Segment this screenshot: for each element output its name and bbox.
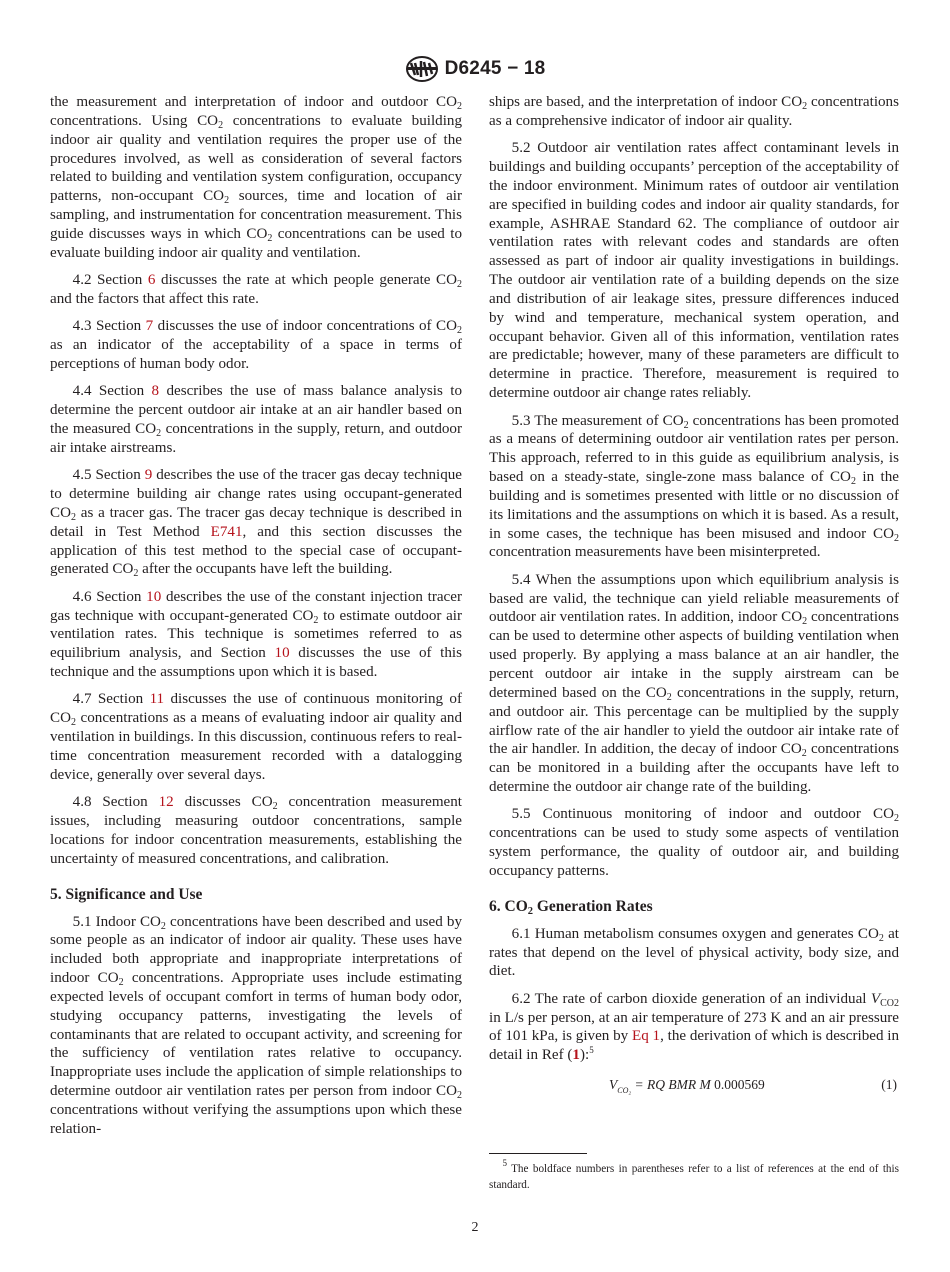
paragraph-5-1: 5.1 Indoor $CO_2$ concentrations have been described and used by some people as an indicator of indoor air quality. These uses have included both appropriate and inappropriate interpretations of indoor $CO_2$ concentrations. Appropriate uses include estimating expected levels of occupant comfort in terms of human body odor, studying occupancy patterns, investigating the levels of contaminants that are related to occupant activity, and screening for the sufficiency of ventilation rates relative to occupancy. Inappropriate uses include the application of simple relationships to determine outdoor air ventilation rates per person from indoor $CO_2$ concentrations without verifying the assumptions upon which these relation- [50, 913, 462, 1137]
eq-1-link[interactable]: Eq 1 [631, 1028, 661, 1045]
document-id: D6245 − 18 [444, 58, 546, 79]
paragraph-4-1-continued: the measurement and interpretation of indoor and outdoor $CO_2$ concentrations. Using $CO_2$ concentrations to evaluate building indoor air quality and ventilation requires the proper use of the procedures involved, as well as consideration of several factors related to building and ventilation system configuration, occupancy patterns, non-occupant $CO_2$ sources, time and location of air sampling, and instrumentation for concentration measurement. This guide discusses ways in which $CO_2$ concentrations can be used to evaluate building indoor air quality and ventilation. [50, 94, 463, 261]
section-12-link[interactable]: 12 [158, 794, 174, 811]
section-7-link[interactable]: 7 [145, 318, 154, 335]
paragraph-5-5: 5.5 Continuous monitoring of indoor and outdoor $CO_2$ concentrations can be used to study some aspects of ventilation system performance, the quality of outdoor air, and building occupancy patterns. [489, 806, 899, 879]
paragraph-5-4: 5.4 When the assumptions upon which equilibrium analysis is based are valid, the technique can yield reliable measurements of outdoor air ventilation rates. In addition, indoor $CO_2$ concentrations can be used to determine other aspects of building ventilation when used properly. By applying a mass balance at an air handler, the percent outdoor air intake in the supply airstream can be determined based on the $CO_2$ concentrations in the supply, return, and outdoor air. This percentage can be multiplied by the supply airflow rate of the air handler to yield the outdoor air intake rate of the air handler. In addition, the decay of indoor $CO_2$ concentrations can be monitored in a building after the occupants have left to determine the outdoor air change rate of the building. [489, 571, 899, 796]
page-header [0, 55, 950, 85]
paragraph-4-8: 4.8 Section 12 discusses $CO_2$ concentration measurement issues, including measuring outdoor concentrations, sample locations for indoor concentration measurements, establishing the uncertainty of measured concentrations, and calibration. [50, 794, 462, 867]
footnote-5: $^5$ The boldface numbers in parentheses refer to a list of references at the end of this standard. [489, 1158, 899, 1191]
left-column [50, 93, 462, 1147]
e741-link[interactable]: E741 [210, 523, 243, 540]
footnote-divider [489, 1153, 587, 1154]
paragraph-4-3: 4.3 Section 7 discusses the use of indoor concentrations of $CO_2$ as an indicator of the acceptability of a space in terms of perceptions of human body odor. [50, 318, 462, 372]
paragraph-5-3: 5.3 The measurement of $CO_2$ concentrations has been promoted as a means of determining outdoor air ventilation rates per person. This approach, referred to in this guide as equilibrium analysis, is based on a steady-state, single-zone mass balance of $CO_2$ in the building and is sometimes presented with little or no discussion of its limitations and the assumptions on which it is based. As a result, in some cases, the technique has been misused and indoor $CO_2$ concentration measurements have been misinterpreted. [489, 412, 899, 561]
paragraph-4-2: 4.2 Section 6 discusses the rate at which people generate $CO_2$ and the factors that affect this rate. [50, 272, 462, 307]
paragraph-4-7: 4.7 Section 11 discusses the use of continuous monitoring of $CO_2$ concentrations as a means of evaluating indoor air quality and ventilation in buildings. In this discussion, continuous refers to real-time concentration measurement recorded with a datalogging device, generally over several days. [50, 691, 462, 783]
astm-logo-icon [405, 55, 439, 83]
ref-1-link[interactable]: 1 [572, 1047, 580, 1064]
equation-number: (1) [881, 1076, 897, 1092]
section-11-link[interactable]: 11 [149, 691, 165, 708]
paragraph-6-1: 6.1 Human metabolism consumes oxygen and generates $CO_2$ at rates that depend on the level of physical activity, body size, and diet. [489, 925, 899, 980]
section-10-link[interactable]: 10 [146, 588, 162, 605]
paragraph-4-4: 4.4 Section 8 describes the use of mass balance analysis to determine the percent outdoor air intake at an air handler based on the measured $CO_2$ concentrations in the supply, return, and outdoor air intake airstreams. [50, 383, 462, 456]
footnote-5-marker[interactable]: 5 [589, 1045, 594, 1056]
paragraph-4-5: 4.5 Section 9 describes the use of the tracer gas decay technique to determine building air change rates using occupant-generated $CO_2$ as a tracer gas. The tracer gas decay technique is described in detail in Test Method E741, and this section discusses the application of this test method to the special case of occupant-generated $CO_2$ after the occupants have left the building. [50, 467, 462, 580]
section-9-link[interactable]: 9 [144, 467, 153, 484]
section-6-heading: 6. $CO_2$ Generation Rates [489, 897, 653, 917]
paragraph-5-2: 5.2 Outdoor air ventilation rates affect contaminant levels in buildings and building occupants’ perception of the acceptability of the indoor environment. Minimum rates of outdoor air ventilation are specified in building codes and indoor air quality standards, for example, ASHRAE Standard 62. The compliance of outdoor air ventilation rates with relevant codes and standards are often assessed as part of indoor air quality investigations in buildings. The outdoor air ventilation rate of a building depends on the size and distribution of air leakage sites, pressure differences induced by wind and temperature, mechanical system operation, and occupant behavior. Given all of this information, ventilation rates are predictable; however, many of these parameters are difficult to determine in practice. Therefore, measurement is required to determine outdoor air change rates reliably. [489, 140, 899, 402]
right-column [489, 93, 899, 1100]
equation-1: $V_{CO_2}$ = RQ BMR M 0.000569 (1) [609, 1076, 897, 1095]
section-6-link[interactable]: 6 [147, 272, 156, 289]
page-number: 2 [471, 1220, 479, 1235]
paragraph-4-6: 4.6 Section 10 describes the use of the constant injection tracer gas technique with occupant-generated $CO_2$ to estimate outdoor air ventilation rates. This technique is sometimes referred to as equilibrium analysis, and Section 10 discusses the use of this technique and the assumptions upon which it is based. [50, 588, 462, 681]
section-5-heading: 5. Significance and Use [50, 885, 203, 903]
paragraph-6-2: 6.2 The rate of carbon dioxide generation of an individual $V_{CO2}$ in L/s per person, at an air temperature of 273 K and an air pressure of 101 kPa, is given by Eq 1, the derivation of which is described in detail in Ref (1):$^5$ [489, 990, 900, 1064]
section-8-link[interactable]: 8 [151, 383, 160, 400]
section-10-link-2[interactable]: 10 [274, 645, 290, 662]
paragraph-5-1-continued: ships are based, and the interpretation of indoor $CO_2$ concentrations as a comprehensive indicator of indoor air quality. [489, 94, 899, 129]
